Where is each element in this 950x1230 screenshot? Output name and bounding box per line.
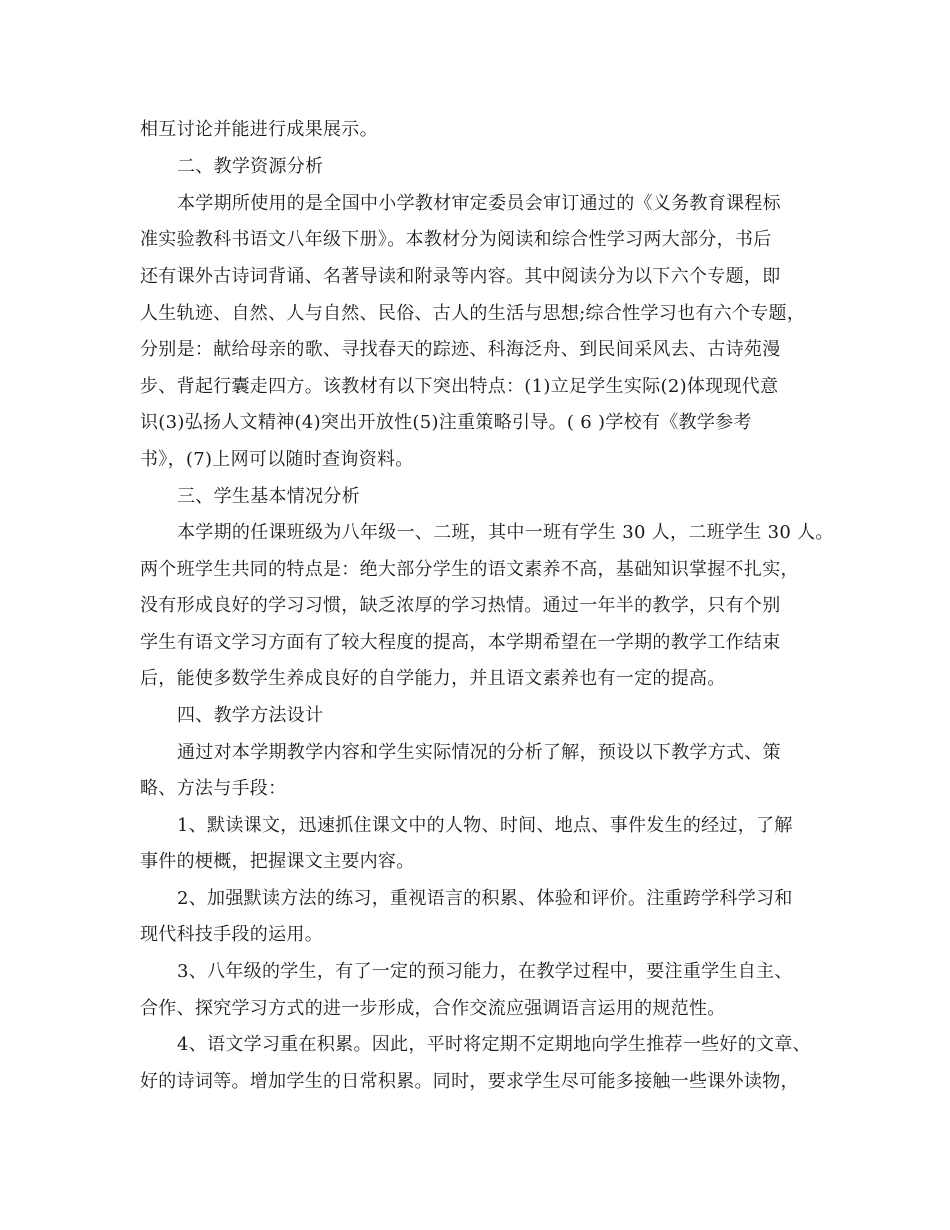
text-line: 学生有语文学习方面有了较大程度的提高，本学期希望在一学期的教学工作结束 [140,632,781,653]
section-heading: 三、学生基本情况分析 [177,486,360,507]
text-line: 本学期所使用的是全国中小学教材审定委员会审订通过的《义务教育课程标 [177,193,781,214]
text-line: 两个班学生共同的特点是：绝大部分学生的语文素养不高，基础知识掌握不扎实， [140,559,799,580]
text-line: 现代科技手段的运用。 [140,924,323,945]
section-heading: 二、教学资源分析 [177,156,324,177]
text-line: 后，能使多数学生养成良好的自学能力，并且语文素养也有一定的提高。 [140,668,726,689]
text-line: 没有形成良好的学习习惯，缺乏浓厚的学习热情。通过一年半的教学，只有个别 [140,595,781,616]
text-line: 通过对本学期教学内容和学生实际情况的分析了解，预设以下教学方式、策 [177,742,781,763]
text-line: 步、背起行囊走四方。该教材有以下突出特点：(1)立足学生实际(2)体现现代意 [140,376,779,397]
text-line: 还有课外古诗词背诵、名著导读和附录等内容。其中阅读分为以下六个专题，即 [140,266,781,287]
text-line: 书》，(7)上网可以随时查询资料。 [140,449,414,470]
list-item: 3、八年级的学生，有了一定的预习能力，在教学过程中，要注重学生自主、 [177,961,793,982]
list-item: 1、默读课文，迅速抓住课文中的人物、时间、地点、事件发生的经过，了解 [177,815,793,836]
list-item: 2、加强默读方法的练习，重视语言的积累、体验和评价。注重跨学科学习和 [177,888,793,909]
text-line: 好的诗词等。增加学生的日常积累。同时，要求学生尽可能多接触一些课外读物， [140,1071,799,1092]
text-line: 合作、探究学习方式的进一步形成，合作交流应强调语言运用的规范性。 [140,998,726,1019]
text-line: 相互讨论并能进行成果展示。 [140,119,378,140]
text-line: 分别是：献给母亲的歌、寻找春天的踪迹、科海泛舟、到民间采风去、古诗苑漫 [140,339,781,360]
text-line: 事件的梗概，把握课文主要内容。 [140,851,415,872]
list-item: 4、语文学习重在积累。因此，平时将定期不定期地向学生推荐一些好的文章、 [177,1034,811,1055]
text-line: 略、方法与手段： [140,778,287,799]
text-line: 识(3)弘扬人文精神(4)突出开放性(5)注重策略引导。( 6 )学校有《教学参考 [140,412,752,433]
text-line: 准实验教科书语文八年级下册》。本教材分为阅读和综合性学习两大部分，书后 [140,229,772,250]
text-line: 本学期的任课班级为八年级一、二班，其中一班有学生 30 人，二班学生 30 人。 [177,522,834,543]
section-heading: 四、教学方法设计 [177,705,324,726]
text-line: 人生轨迹、自然、人与自然、民俗、古人的生活与思想;综合性学习也有六个专题， [140,303,806,324]
